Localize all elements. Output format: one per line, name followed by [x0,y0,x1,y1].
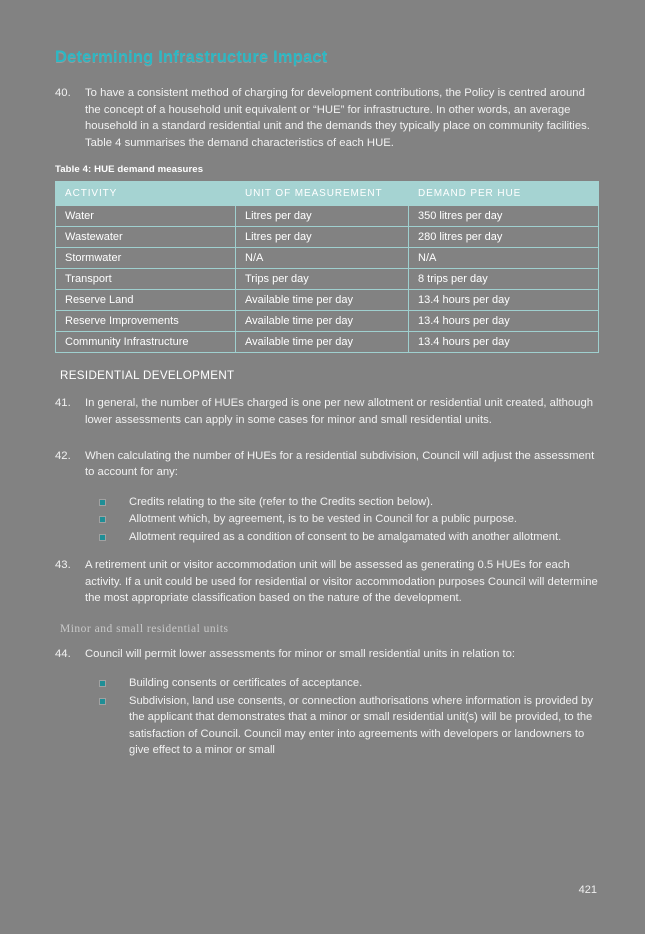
column-header-activity: ACTIVITY [56,182,236,206]
cell-unit: Trips per day [236,269,409,290]
list-item [100,494,600,510]
paragraph-text: When calculating the number of HUEs for a residential subdivision, Council will adjust the assessment to account for any: [85,449,595,479]
list-item-label: Subdivision, land use consents, or connection authorisations where information is provided by the applicant that demonstrates that a minor or small residential unit(s) will be provided, to the satisfaction of Council. Council may enter into agreements with developers or landowners to give effect to a minor or small [129,694,593,756]
cell-demand: 13.4 hours per day [409,332,599,353]
paragraph-number: 44. [55,647,71,660]
bullet-square-icon [100,681,105,686]
cell-demand: 8 trips per day [409,269,599,290]
bullet-square-icon [100,500,105,505]
paragraph-number: 42. [55,449,71,462]
cell-activity: Reserve Improvements [56,311,236,332]
table-row [56,248,599,269]
bullet-square-icon [100,535,105,540]
cell-demand: 280 litres per day [409,227,599,248]
cell-demand: 13.4 hours per day [409,290,599,311]
paragraph-number: 43. [55,558,71,571]
list-item-label: Building consents or certificates of acceptance. [129,677,363,690]
cell-demand: 13.4 hours per day [409,311,599,332]
paragraph-text: A retirement unit or visitor accommodation unit will be assessed as generating 0.5 HUEs for each activity. If a unit could be used for residential or visitor accommodation purposes Council will determine the most appropriate classification based on the nature of the development. [85,558,598,605]
cell-demand: N/A [409,248,599,269]
cell-unit: N/A [236,248,409,269]
list-item [100,511,600,527]
paragraph-text: Council will permit lower assessments for minor or small residential units in relation to: [85,647,516,660]
bullet-list-paragraph-42 [55,494,600,545]
hue-demand-table [55,181,599,353]
paragraph-42 [55,448,600,481]
list-item [100,529,600,545]
page-title: Determining Infrastructure Impact [55,48,328,66]
bullet-list-paragraph-44 [55,675,600,758]
paragraph-44 [55,646,600,663]
table-row [56,227,599,248]
table-row [56,269,599,290]
cell-unit: Litres per day [236,227,409,248]
cell-unit: Litres per day [236,206,409,227]
list-item-label: Allotment required as a condition of consent to be amalgamated with another allotment. [129,530,562,543]
cell-demand: 350 litres per day [409,206,599,227]
paragraph-number: 41. [55,397,71,410]
cell-activity: Wastewater [56,227,236,248]
bullet-square-icon [100,699,105,704]
table-header-row [56,182,599,206]
table-row [56,311,599,332]
cell-activity: Stormwater [56,248,236,269]
cell-unit: Available time per day [236,332,409,353]
cell-unit: Available time per day [236,290,409,311]
paragraph-40 [55,85,600,151]
column-header-demand-per-hue: DEMAND PER HUE [409,182,599,206]
cell-activity: Water [56,206,236,227]
table-caption: Table 4: HUE demand measures [55,164,204,176]
table-row [56,290,599,311]
paragraph-41 [55,395,600,428]
table-row [56,332,599,353]
cell-activity: Community Infrastructure [56,332,236,353]
section-heading-residential-development: RESIDENTIAL DEVELOPMENT [60,369,235,383]
paragraph-43 [55,557,600,607]
column-header-unit-of-measurement: UNIT OF MEASUREMENT [236,182,409,206]
list-item-label: Credits relating to the site (refer to the Credits section below). [129,495,434,508]
cell-unit: Available time per day [236,311,409,332]
table-row [56,206,599,227]
paragraph-number: 40. [55,87,71,99]
page-number: 421 [578,884,597,896]
page-content [55,48,600,764]
bullet-square-icon [100,517,105,522]
sub-heading-minor-and-small-residential-units: Minor and small residential units [60,622,229,635]
list-item-label: Allotment which, by agreement, is to be vested in Council for a public purpose. [129,513,518,526]
paragraph-text: In general, the number of HUEs charged is one per new allotment or residential unit created, although lower assessments can apply in some cases for minor and small residential units. [85,397,594,426]
list-item [100,675,600,691]
cell-activity: Reserve Land [56,290,236,311]
list-item [100,693,600,759]
cell-activity: Transport [56,269,236,290]
paragraph-text: To have a consistent method of charging for development contributions, the Policy is centred around the concept of a household unit equivalent or “HUE” for infrastructure. In other words, an average household in a standard residential unit and the demands they typically place on community facilities. Table 4 summarises the demand characteristics of each HUE. [85,87,590,149]
